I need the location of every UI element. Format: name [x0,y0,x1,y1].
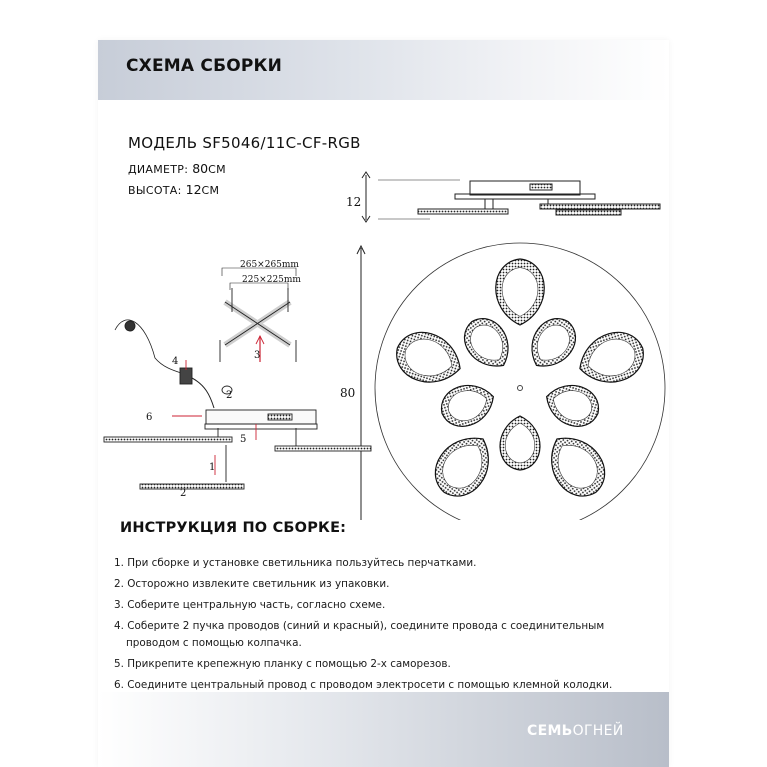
plan-view [357,243,665,520]
center-mark [518,386,523,391]
power-wire [192,378,214,408]
callout-4: 4 [172,356,179,367]
inner-petal-4 [436,378,500,433]
instruction-step-3: 3. Соберите центральную часть, согласно схеме. [114,599,386,611]
callout-1: 1 [209,462,216,473]
brand-logo [527,723,624,739]
inner-petal-5 [456,310,520,377]
instruction-step-4-cont: проводом с помощью колпачка. [126,637,302,649]
outer-petal-4 [425,425,503,507]
instruction-step-5: 5. Прикрепите крепежную планку с помощью 2-х саморезов. [114,658,451,670]
instruction-step-6: 6. Соедините центральный провод с проводом электросети с помощью клемной колодки. [114,679,613,691]
inner-petal-2 [540,378,604,433]
height-unit: СМ [201,184,220,197]
plate-dim-labels [240,260,301,285]
petal-arm-lower [140,484,244,489]
side-petal-right-upper [540,204,660,209]
inner-petal-1 [520,310,584,377]
brand-part-1: СЕМЬ [527,723,573,739]
petal-arm-right [275,446,371,451]
height-value: 12 [185,182,202,197]
plate-dim-outer-text: 265×265mm [240,260,299,270]
callout-3: 3 [254,350,261,361]
model-label: МОДЕЛЬ [128,134,198,152]
canopy-rim [205,424,317,429]
plate-dim-inner-text: 225×225mm [242,275,301,285]
side-petal-left [418,209,508,214]
callout-5: 5 [240,434,247,445]
base-terminal [268,414,292,420]
side-petal-right-lower [556,210,621,215]
outer-petal-3 [537,425,615,507]
terminal-block [180,368,192,384]
side-base-plate [470,181,580,195]
assembly-drawing [98,160,669,520]
side-terminal [530,184,552,190]
outer-petal-1 [496,259,544,325]
base-plate [206,410,316,424]
hand-glove [125,321,135,331]
diameter-dim-text: 80 [340,386,356,400]
callout-6: 6 [146,412,153,423]
brand-part-2: ОГНЕЙ [572,723,624,739]
instruction-step-2: 2. Осторожно извлеките светильник из упаковки. [114,578,390,590]
callout-labels [146,350,260,499]
inner-petal-3 [500,416,540,470]
instruction-step-1: 1. При сборке и установке светильника пользуйтесь перчатками. [114,557,477,569]
outer-petal-2 [572,325,650,392]
height-label: ВЫСОТА: [128,184,182,197]
instructions-title: ИНСТРУКЦИЯ ПО СБОРКЕ: [120,520,347,536]
diameter-unit: СМ [208,163,226,176]
diameter-label: ДИАМЕТР: [128,163,189,176]
petal-group [390,259,650,507]
callout-2-upper: 2 [226,390,233,401]
exploded-assembly [104,268,371,489]
model-line [128,134,361,152]
callout-2-lower: 2 [180,488,187,499]
side-view [362,172,660,222]
outer-petal-5 [390,325,468,392]
petal-arm-left [104,437,232,442]
height-dim-text: 12 [346,195,362,209]
instruction-step-4: 4. Соберите 2 пучка проводов (синий и красный), соедините провода с соединительным [114,620,605,632]
diameter-value: 80 [192,161,209,176]
model-value: SF5046/11C-CF-RGB [202,134,361,152]
page-title: СХЕМА СБОРКИ [126,56,283,76]
